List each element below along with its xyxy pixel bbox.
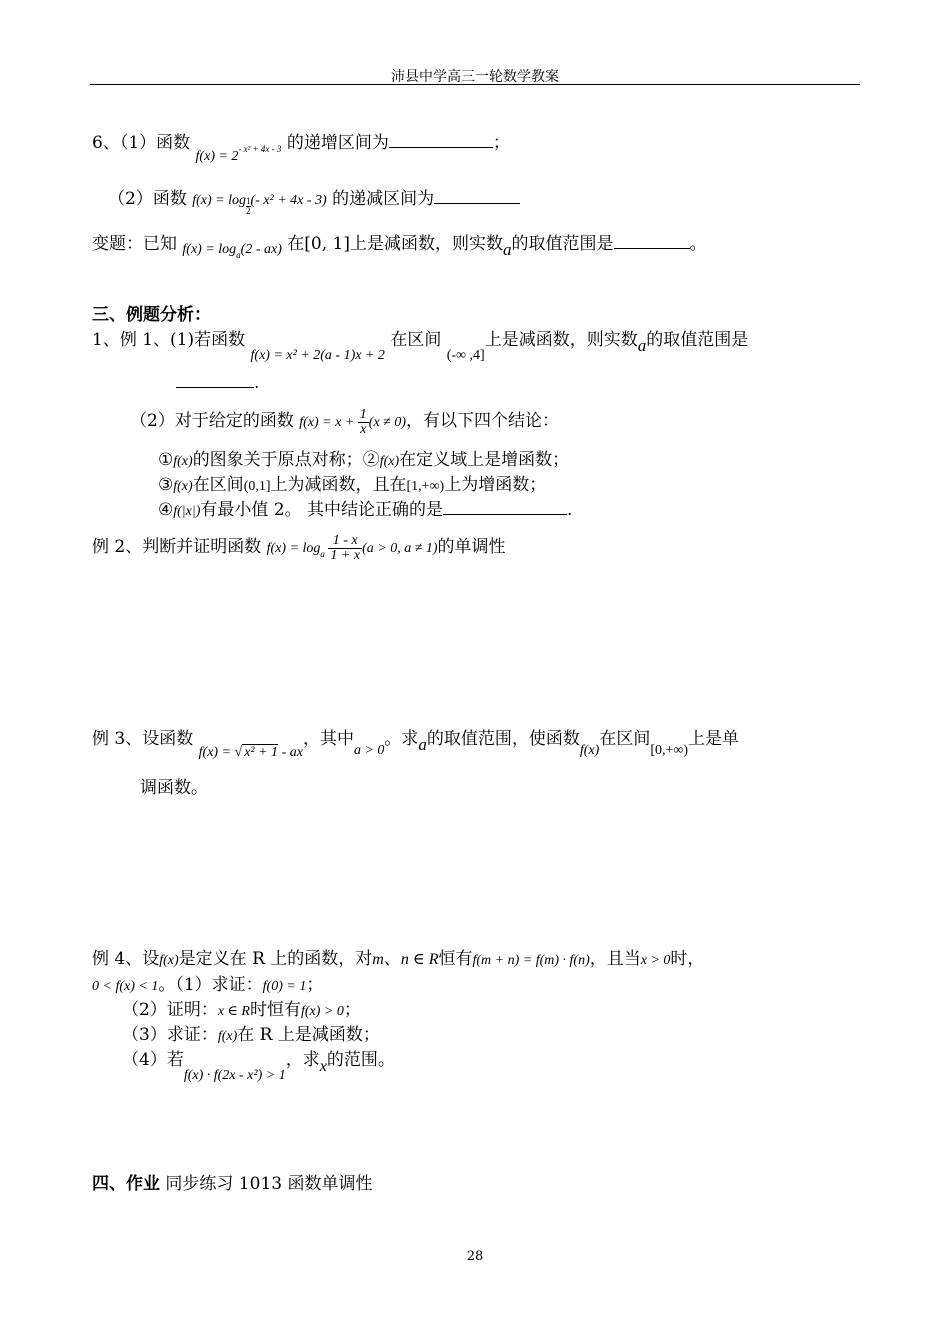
ex4-l1-e: ，且当	[589, 949, 641, 969]
ex4-line1	[92, 944, 704, 969]
variant-log-base: a	[236, 250, 241, 260]
conclusion-2-expr: f(x)	[379, 454, 400, 469]
ex1-p2-cond: (x ≠ 0)	[368, 415, 407, 430]
ex1-tail2: 的取值范围是	[646, 330, 749, 350]
conclusion-1-number: ①	[158, 450, 174, 470]
ex3-var: a	[418, 735, 427, 754]
variant-expr-a: f(x) = log	[182, 242, 237, 257]
ex1-p2-expr	[299, 407, 407, 438]
q6-p2-expr	[192, 193, 327, 216]
q6-expr-base: f(x) = 2	[195, 149, 239, 164]
ex2-log-base: a	[320, 549, 325, 559]
variant-answer-blank	[614, 234, 690, 249]
q6-end: ；	[492, 133, 510, 153]
conclusion-4-end: .	[567, 500, 573, 520]
ex4-line3	[122, 995, 361, 1020]
ex4-line2	[92, 970, 323, 995]
ex4-l4-b: 在 R 上是减函数；	[237, 1025, 380, 1045]
ex3-mid3: 的取值范围，使函数	[426, 729, 580, 749]
ex4-line4	[122, 1020, 380, 1045]
ex4-l5-a: （4）若	[122, 1050, 184, 1070]
ex4-l2-eq: f(0) = 1	[262, 979, 307, 994]
ex3-mid1: ，其中	[302, 729, 354, 749]
ex1-p2-frac-den: x	[360, 422, 367, 438]
q6-p2-label: （2）函数	[108, 189, 187, 209]
ex4-l2-a: 。（1）求证：	[158, 975, 263, 995]
section4-title: 四、作业	[92, 1174, 160, 1194]
conclusion-4-expr: f(|x|)	[173, 504, 201, 519]
ex4-l4-a: （3）求证：	[122, 1025, 218, 1045]
ex2-label: 例 2、判断并证明函数	[92, 537, 262, 557]
ex1-mid: 在区间	[390, 330, 442, 350]
ex1-conclusions-1-2	[158, 445, 569, 470]
ex1-end: .	[254, 373, 260, 393]
conclusion-4-text: 有最小值 2。 其中结论正确的是	[200, 500, 443, 520]
ex1-part2	[130, 406, 559, 437]
conclusion-4-number: ④	[158, 500, 174, 520]
ex4-l1-c: 、	[383, 949, 401, 969]
ex2-fraction	[328, 534, 362, 563]
ex1-interval: (-∞ ,4]	[446, 348, 485, 363]
ex4-l3-cond: x ∈ R	[217, 1004, 250, 1019]
ex3-fx: f(x)	[579, 743, 600, 758]
conclusion-2-text: 在定义域上是增函数；	[399, 450, 570, 470]
header-rule	[90, 84, 860, 85]
variant-end: 。	[689, 234, 707, 254]
variant-var: a	[503, 240, 512, 259]
q6-p2-answer-blank	[434, 189, 520, 204]
ex3-interval: [0,+∞)	[650, 743, 689, 758]
ex1-var: a	[637, 336, 647, 355]
ex3-mid4: 在区间	[599, 729, 651, 749]
ex1-answer-blank	[176, 373, 254, 388]
ex1-part1	[92, 325, 749, 363]
conclusion-3-interval-1: (0,1]	[243, 479, 271, 494]
page-number: 28	[466, 1249, 484, 1264]
page-header-title: 沛县中学高三一轮数学教案	[391, 69, 559, 85]
ex1-p2-answer-blank	[443, 500, 567, 515]
conclusion-3-interval-2: [1,+∞)	[406, 479, 445, 494]
q6-p2-base-den: 2	[246, 206, 251, 216]
ex4-l5-b: ，求	[285, 1050, 320, 1070]
ex1-conclusion-4	[158, 495, 572, 520]
conclusion-1-expr: f(x)	[173, 454, 193, 469]
ex4-l3-a: （2）证明：	[122, 1000, 218, 1020]
ex3-mid2: 。求	[384, 729, 419, 749]
ex4-l5-var: x	[319, 1058, 327, 1075]
q6-p2-expr-a: f(x) = log	[192, 193, 246, 208]
ex4-l1-a: 例 4、设	[92, 949, 160, 969]
section4-text: 同步练习 1013 函数单调性	[165, 1174, 373, 1194]
q6-answer-blank	[389, 133, 493, 148]
conclusion-3-text-c: 上为增函数；	[444, 475, 547, 495]
ex2-frac-num: 1 - x	[328, 534, 362, 549]
ex3-line2: 调函数。	[140, 778, 208, 798]
ex1-conclusion-3	[158, 470, 546, 495]
ex4-l5-ineq: f(x) · f(2x - x²) > 1	[183, 1068, 286, 1083]
ex4-l5-c: 的范围。	[326, 1050, 395, 1070]
ex3-line1	[92, 724, 740, 760]
section4-line	[92, 1169, 372, 1194]
ex1-expr: f(x) = x² + 2(a - 1)x + 2	[250, 348, 385, 363]
q6-part2	[108, 184, 520, 216]
ex4-l1-d: 恒有	[438, 949, 473, 969]
q6-p2-tail: 的递减区间为	[332, 189, 435, 209]
ex4-l1-m: m	[372, 951, 384, 968]
variant-expr-b: (2 - ax)	[240, 242, 282, 257]
ex4-l1-n: n ∈ R	[400, 951, 439, 968]
ex4-l1-cond: x > 0	[640, 953, 671, 968]
q6-expr	[195, 144, 282, 164]
ex3-label: 例 3、设函数	[92, 729, 194, 749]
ex3-expr: f(x) = √ x² + 1 - ax	[198, 745, 303, 760]
ex4-l3-ineq: f(x) > 0	[300, 1004, 344, 1019]
q6-label: 6、（1）函数	[92, 133, 191, 153]
q6-exponent: - x² + 4x - 3	[238, 144, 282, 154]
variant-line	[92, 229, 707, 260]
ex2-tail: 的单调性	[437, 537, 506, 557]
ex1-p2-fraction	[358, 408, 369, 437]
variant-label: 变题：已知	[92, 234, 177, 254]
q6-tail: 的递增区间为	[286, 133, 389, 153]
variant-tail: 的取值范围是	[511, 234, 614, 254]
conclusion-3-text-a: 在区间	[192, 475, 244, 495]
ex4-l3-end: ；	[343, 1000, 361, 1020]
ex2-expr	[266, 533, 438, 564]
ex4-l1-eq: f(m + n) = f(m) · f(n)	[472, 953, 590, 968]
q6-p2-base-num: 1	[246, 196, 251, 206]
ex4-l1-b: 是定义在 R 上的函数，对	[178, 949, 373, 969]
ex3-expr-a: f(x) =	[198, 745, 232, 760]
section3-title: 三、例题分析：	[92, 305, 211, 325]
ex4-l1-f: 时，	[670, 949, 705, 969]
ex3-expr-b: - ax	[281, 745, 303, 760]
ex2-cond: (a > 0, a ≠ 1)	[362, 541, 438, 556]
q6-part1	[92, 128, 510, 164]
ex1-part1-cont	[176, 373, 259, 393]
ex3-cond: a > 0	[353, 743, 385, 758]
conclusion-3-expr: f(x)	[173, 479, 193, 494]
ex4-l2-ineq: 0 < f(x) < 1	[92, 979, 159, 994]
q6-p2-expr-b: (- x² + 4x - 3)	[250, 193, 327, 208]
ex3-sqrt-body: x² + 1	[244, 745, 279, 760]
ex1-p2-tail: ，有以下四个结论：	[406, 411, 560, 431]
ex2-line	[92, 532, 506, 563]
ex1-p2-label: （2）对于给定的函数	[130, 411, 294, 431]
ex3-tail: 上是单	[688, 729, 740, 749]
ex4-l4-fx: f(x)	[217, 1029, 238, 1044]
ex2-expr-a: f(x) = log	[266, 541, 321, 556]
ex1-tail: 上是减函数，则实数	[484, 330, 638, 350]
ex1-p2-expr-a: f(x) = x +	[299, 415, 355, 430]
ex4-l1-fx: f(x)	[159, 953, 179, 968]
conclusion-1-text: 的图象关于原点对称；②	[192, 450, 380, 470]
variant-mid: 在[0, 1]上是减函数，则实数	[287, 234, 503, 254]
conclusion-3-number: ③	[158, 475, 174, 495]
ex4-l2-end: ；	[306, 975, 324, 995]
conclusion-3-text-b: 上为减函数，且在	[270, 475, 407, 495]
ex2-frac-den: 1 + x	[330, 548, 361, 564]
ex1-p2-frac-num: 1	[359, 407, 367, 423]
ex1-label: 1、例 1、(1)若函数	[92, 330, 246, 350]
variant-expr	[182, 242, 282, 260]
ex4-l3-b: 时恒有	[249, 1000, 301, 1020]
